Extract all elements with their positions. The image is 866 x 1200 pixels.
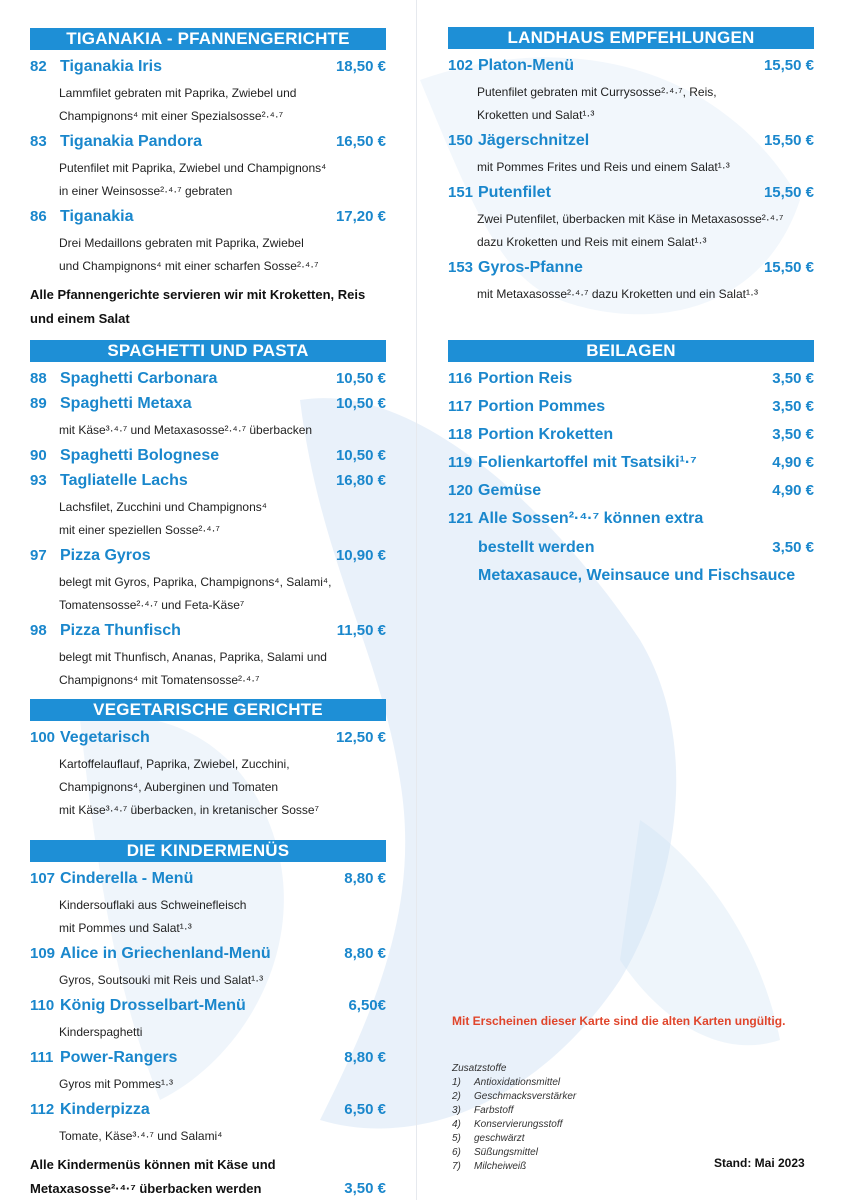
item-number: 153 xyxy=(448,259,474,276)
item-description xyxy=(30,1125,386,1148)
item-number: 117 xyxy=(448,398,473,415)
item-name: Portion Kroketten xyxy=(478,426,614,443)
menu-item xyxy=(30,729,386,822)
additives-title: Zusatzstoffe xyxy=(452,1063,507,1074)
item-description xyxy=(30,753,386,822)
menu-item xyxy=(448,510,814,534)
item-name: Platon-Menü xyxy=(478,57,574,74)
menu-item xyxy=(448,398,814,422)
additive-entry xyxy=(452,1160,576,1174)
item-number: 118 xyxy=(448,426,473,443)
desc-line: Drei Medaillons gebraten mit Paprika, Zwiebel xyxy=(59,236,304,250)
desc-line: mit Käse³·⁴·⁷ und Metaxasosse²·⁴·⁷ überbacken xyxy=(59,423,313,437)
additive-name: Milcheiweiß xyxy=(474,1161,527,1172)
desc-line: belegt mit Thunfisch, Ananas, Paprika, Salami und xyxy=(59,650,327,664)
additive-number: 5) xyxy=(452,1133,461,1144)
desc-line: Kartoffelauflauf, Paprika, Zwiebel, Zucchini, xyxy=(59,757,290,771)
item-number: 93 xyxy=(30,472,47,489)
additive-name: Konservierungsstoff xyxy=(474,1119,563,1130)
item-price: 3,50 € xyxy=(772,370,814,387)
desc-line: Tomate, Käse³·⁴·⁷ und Salami⁴ xyxy=(59,1129,223,1143)
additive-name: Farbstoff xyxy=(474,1105,514,1116)
additive-name: Süßungsmittel xyxy=(474,1147,538,1158)
note-price: 3,50 € xyxy=(344,1180,386,1197)
additive-entry xyxy=(452,1090,576,1104)
additive-number: 7) xyxy=(452,1161,461,1172)
menu-item xyxy=(448,426,814,450)
item-number: 83 xyxy=(30,133,47,150)
additive-entry xyxy=(452,1104,576,1118)
item-description xyxy=(30,157,386,203)
desc-line: Champignons⁴ mit Tomatensosse²·⁴·⁷ xyxy=(59,673,260,687)
item-number: 100 xyxy=(30,729,56,746)
desc-line: Gyros mit Pommes¹·³ xyxy=(59,1077,173,1091)
additive-number: 4) xyxy=(452,1119,461,1130)
sauce-list: Metaxasauce, Weinsauce und Fischsauce xyxy=(478,567,796,584)
section-title: VEGETARISCHE GERICHTE xyxy=(30,699,386,721)
item-number: 102 xyxy=(448,57,474,74)
item-name: Alice in Griechenland-Menü xyxy=(60,945,271,962)
menu-item xyxy=(30,547,386,617)
sauce-continuation xyxy=(448,534,814,562)
item-description xyxy=(30,82,386,128)
section-tiganakia xyxy=(30,28,386,331)
additive-number: 3) xyxy=(452,1105,461,1116)
section-title: BEILAGEN xyxy=(448,340,814,362)
menu-item xyxy=(30,472,386,542)
desc-line: Lammfilet gebraten mit Paprika, Zwiebel und xyxy=(59,86,297,100)
item-price: 6,50 € xyxy=(344,1101,386,1118)
item-name: Folienkartoffel mit Tsatsiki¹·⁷ xyxy=(478,454,697,471)
item-name: Gyros-Pfanne xyxy=(478,259,583,276)
item-description xyxy=(448,156,814,179)
item-description xyxy=(30,894,386,940)
desc-line: Champignons⁴ mit einer Spezialsosse²·⁴·⁷ xyxy=(59,109,284,123)
menu-item xyxy=(30,58,386,128)
item-name: Putenfilet xyxy=(478,184,551,201)
item-description xyxy=(30,1021,386,1044)
menu-item xyxy=(448,370,814,394)
item-number: 151 xyxy=(448,184,474,201)
item-number: 82 xyxy=(30,58,47,75)
desc-line: Putenfilet mit Paprika, Zwiebel und Champignons⁴ xyxy=(59,161,327,175)
desc-line: belegt mit Gyros, Paprika, Champignons⁴, Salami⁴, xyxy=(59,575,332,589)
desc-line: Zwei Putenfilet, überbacken mit Käse in Metaxasosse²·⁴·⁷ xyxy=(477,212,784,226)
item-description xyxy=(30,969,386,992)
item-price: 15,50 € xyxy=(763,259,814,276)
desc-line: mit Pommes Frites und Reis und einem Salat¹·³ xyxy=(477,160,730,174)
item-price: 15,50 € xyxy=(763,57,814,74)
desc-line: dazu Kroketten und Reis mit einem Salat¹·³ xyxy=(477,235,707,249)
item-price: 11,50 € xyxy=(336,622,386,639)
item-name: Tiganakia Pandora xyxy=(60,133,202,150)
desc-line: Putenfilet gebraten mit Currysosse²·⁴·⁷, Reis, xyxy=(477,85,717,99)
continuation-text: bestellt werden xyxy=(478,539,595,556)
additives-legend xyxy=(452,1062,576,1174)
menu-item xyxy=(30,622,386,692)
item-name: Portion Pommes xyxy=(478,398,606,415)
item-description xyxy=(30,1073,386,1096)
item-name: Tagliatelle Lachs xyxy=(60,472,188,489)
section-title: DIE KINDERMENÜS xyxy=(30,840,386,862)
item-price: 10,50 € xyxy=(335,447,386,464)
menu-item xyxy=(30,208,386,278)
item-name: Pizza Gyros xyxy=(60,547,151,564)
additive-entry xyxy=(452,1146,576,1160)
item-price: 4,90 € xyxy=(772,454,814,471)
item-price: 10,50 € xyxy=(335,395,386,412)
item-price: 18,50 € xyxy=(335,58,386,75)
item-price: 8,80 € xyxy=(344,945,386,962)
desc-line: Kindersouflaki aus Schweinefleisch xyxy=(59,898,247,912)
validity-note: Mit Erscheinen dieser Karte sind die alten Karten ungültig. xyxy=(452,1014,786,1028)
note-line: Metaxasosse²·⁴·⁷ überbacken werden xyxy=(30,1181,262,1196)
item-name: Spaghetti Carbonara xyxy=(60,370,218,387)
menu-item xyxy=(30,395,386,442)
item-name: Spaghetti Metaxa xyxy=(60,395,192,412)
item-price: 3,50 € xyxy=(772,539,814,556)
menu-item xyxy=(448,132,814,179)
item-price: 8,80 € xyxy=(344,870,386,887)
additive-name: geschwärzt xyxy=(474,1133,525,1144)
note-line-with-price xyxy=(30,1177,386,1200)
item-description xyxy=(448,208,814,254)
additive-name: Geschmacksverstärker xyxy=(474,1091,577,1102)
additive-entry xyxy=(452,1076,576,1090)
additive-entry xyxy=(452,1132,576,1146)
item-price: 3,50 € xyxy=(772,426,814,443)
item-description xyxy=(448,283,814,306)
desc-line: Lachsfilet, Zucchini und Champignons⁴ xyxy=(59,500,267,514)
menu-item xyxy=(30,447,386,471)
item-price: 4,90 € xyxy=(772,482,814,499)
item-name: Power-Rangers xyxy=(60,1049,178,1066)
additive-entry xyxy=(452,1118,576,1132)
desc-line: Kroketten und Salat¹·³ xyxy=(477,108,595,122)
item-name: Jägerschnitzel xyxy=(478,132,590,149)
item-name: Cinderella - Menü xyxy=(60,870,194,887)
item-description xyxy=(30,571,386,617)
menu-item xyxy=(448,259,814,306)
section-note: Alle Pfannengerichte servieren wir mit Kroketten, Reis und einem Salat xyxy=(30,287,366,326)
item-price: 6,50€ xyxy=(348,997,386,1014)
menu-item xyxy=(30,1101,386,1148)
section-title: TIGANAKIA - PFANNENGERICHTE xyxy=(30,28,386,50)
item-name: Gemüse xyxy=(478,482,542,499)
item-number: 120 xyxy=(448,482,474,499)
section-beilagen xyxy=(448,340,814,590)
desc-line: Kinderspaghetti xyxy=(59,1025,143,1039)
item-number: 97 xyxy=(30,547,47,564)
item-name: König Drosselbart-Menü xyxy=(60,997,246,1014)
item-description xyxy=(30,496,386,542)
desc-line: Gyros, Soutsouki mit Reis und Salat¹·³ xyxy=(59,973,264,987)
item-number: 90 xyxy=(30,447,47,464)
section-title: LANDHAUS EMPFEHLUNGEN xyxy=(448,27,814,49)
item-description xyxy=(448,81,814,127)
item-name: Portion Reis xyxy=(478,370,573,387)
menu-item xyxy=(448,454,814,478)
item-price: 16,50 € xyxy=(335,133,386,150)
item-description xyxy=(30,646,386,692)
desc-line: Champignons⁴, Auberginen und Tomaten xyxy=(59,780,279,794)
additive-name: Antioxidationsmittel xyxy=(474,1077,561,1088)
item-price: 8,80 € xyxy=(344,1049,386,1066)
item-number: 111 xyxy=(30,1049,54,1066)
desc-line: mit Pommes und Salat¹·³ xyxy=(59,921,192,935)
item-name: Tiganakia xyxy=(60,208,134,225)
item-name: Alle Sossen²·⁴·⁷ können extra xyxy=(478,510,704,527)
item-number: 110 xyxy=(30,997,55,1014)
menu-item xyxy=(30,133,386,203)
item-number: 150 xyxy=(448,132,474,149)
menu-item xyxy=(30,1049,386,1096)
desc-line: und Champignons⁴ mit einer scharfen Sosse²·⁴·⁷ xyxy=(59,259,319,273)
menu-item xyxy=(30,870,386,940)
item-price: 16,80 € xyxy=(335,472,386,489)
item-number: 107 xyxy=(30,870,56,887)
menu-item xyxy=(448,184,814,254)
desc-line: mit Käse³·⁴·⁷ überbacken, in kretanischer Sosse⁷ xyxy=(59,803,319,817)
item-number: 88 xyxy=(30,370,47,387)
menu-item xyxy=(448,482,814,506)
item-description xyxy=(30,232,386,278)
item-price: 12,50 € xyxy=(335,729,386,746)
menu-item xyxy=(448,57,814,127)
item-price: 10,50 € xyxy=(335,370,386,387)
item-name: Kinderpizza xyxy=(60,1101,150,1118)
section-note xyxy=(30,1153,386,1200)
desc-line: mit einer speziellen Sosse²·⁴·⁷ xyxy=(59,523,220,537)
section-landhaus xyxy=(448,27,814,311)
note-line: Alle Kindermenüs können mit Käse und xyxy=(30,1157,276,1172)
item-price: 15,50 € xyxy=(763,184,814,201)
additive-number: 1) xyxy=(452,1077,461,1088)
desc-line: in einer Weinsosse²·⁴·⁷ gebraten xyxy=(59,184,233,198)
page-fold xyxy=(416,0,417,1200)
desc-line: Tomatensosse²·⁴·⁷ und Feta-Käse⁷ xyxy=(59,598,245,612)
item-name: Spaghetti Bolognese xyxy=(60,447,220,464)
item-price: 15,50 € xyxy=(763,132,814,149)
item-number: 116 xyxy=(448,370,473,387)
item-price: 17,20 € xyxy=(335,208,386,225)
item-price: 10,90 € xyxy=(335,547,386,564)
section-kids xyxy=(30,840,386,1200)
item-number: 109 xyxy=(30,945,56,962)
item-description xyxy=(30,419,386,442)
section-spaghetti xyxy=(30,340,386,697)
menu-item xyxy=(30,997,386,1044)
item-number: 89 xyxy=(30,395,47,412)
section-vegetarian xyxy=(30,699,386,827)
item-name: Vegetarisch xyxy=(60,729,150,746)
item-number: 119 xyxy=(448,454,473,471)
item-number: 98 xyxy=(30,622,47,639)
desc-line: mit Metaxasosse²·⁴·⁷ dazu Kroketten und ein Salat¹·³ xyxy=(477,287,758,301)
menu-item xyxy=(30,945,386,992)
menu-item xyxy=(30,370,386,394)
item-number: 112 xyxy=(30,1101,55,1118)
item-number: 121 xyxy=(448,510,474,527)
additive-number: 2) xyxy=(452,1091,461,1102)
stand-date: Stand: Mai 2023 xyxy=(714,1156,805,1170)
additive-number: 6) xyxy=(452,1147,461,1158)
item-name: Pizza Thunfisch xyxy=(60,622,181,639)
item-number: 86 xyxy=(30,208,47,225)
section-title: SPAGHETTI UND PASTA xyxy=(30,340,386,362)
item-name: Tiganakia Iris xyxy=(60,58,162,75)
item-price: 3,50 € xyxy=(772,398,814,415)
